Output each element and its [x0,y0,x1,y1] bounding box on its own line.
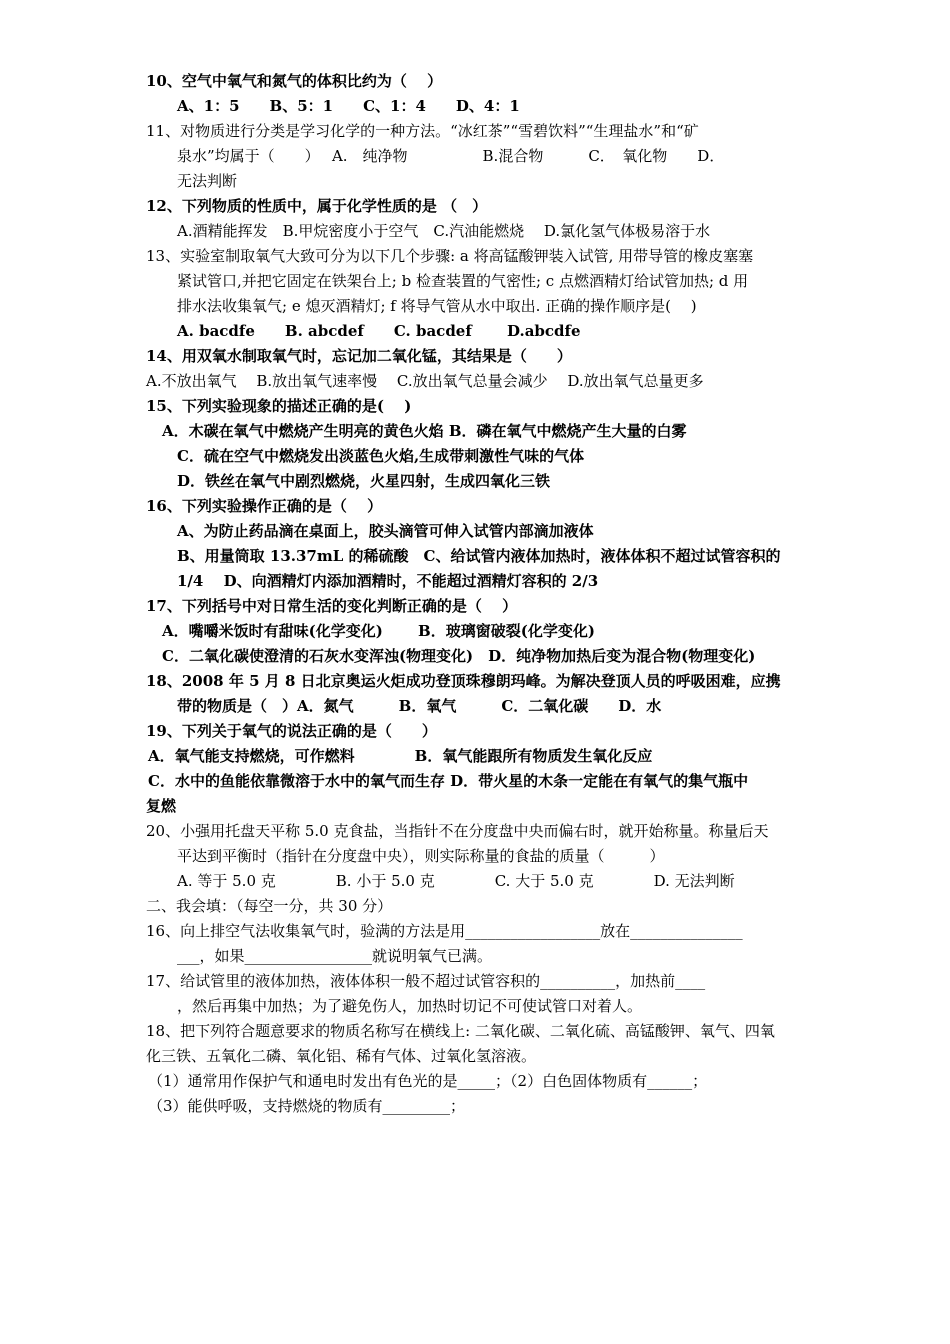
fill-q16: 16、向上排空气法收集氧气时，验满的方法是用__________________放在_______________ [146,922,743,940]
q11-stem-3: 无法判断 [177,172,238,190]
q15-stem: 15、下列实验现象的描述正确的是( ) [146,397,412,415]
fill-q18-cont: 化三铁、五氧化二磷、氧化铝、稀有气体、过氧化氢溶液。 [146,1047,537,1065]
q18-options: 带的物质是（ ）A．氮气 B．氧气 C．二氧化碳 D．水 [177,697,662,715]
q11-stem-2: 泉水”均属于（ ） A. 纯净物 B.混合物 C． 氧化物 D． [177,147,725,165]
fill-q17-cont: ，然后再集中加热；为了避免伤人，加热时切记不可使试管口对着人。 [177,997,643,1015]
q19-option-ab: A．氧气能支持燃烧，可作燃料 B．氧气能跟所有物质发生氧化反应 [148,747,653,765]
q13-stem-3: 排水法收集氧气; e 熄灭酒精灯; f 将导气管从水中取出. 正确的操作顺序是( ) [177,297,697,315]
q20-stem-2: 平达到平衡时（指针在分度盘中央），则实际称量的食盐的质量（ ） [177,847,665,865]
q20-options: A. 等于 5.0 克 B. 小于 5.0 克 C. 大于 5.0 克 D. 无法判断 [177,872,735,890]
fill-q18-part1-2: （1）通常用作保护气和通电时发出有色光的是_____；（2）白色固体物质有______； [148,1072,708,1090]
q10-options: A、1：5 B、5：1 C、1：4 D、4：1 [177,97,520,115]
fill-q16-cont: ___，如果_________________就说明氧气已满。 [177,947,493,965]
q17-stem: 17、下列括号中对日常生活的变化判断正确的是（ ） [146,597,518,615]
fill-q18: 18、把下列符合题意要求的物质名称写在横线上: 二氧化碳、二氧化硫、高锰酸钾、氧气、四氧 [146,1022,775,1040]
q13-stem: 13、实验室制取氧气大致可分为以下几个步骤: a 将高锰酸钾装入试管, 用带导管的橡皮塞塞 [146,247,754,265]
q12-options: A.酒精能挥发 B.甲烷密度小于空气 C.汽油能燃烧 D.氯化氢气体极易溶于水 [177,222,711,240]
q11-stem: 11、对物质进行分类是学习化学的一种方法。“冰红茶”“雪碧饮料”“生理盐水”和“矿 [146,122,699,140]
q14-stem: 14、用双氧水制取氧气时，忘记加二氧化锰，其结果是（ ） [146,347,572,365]
q15-option-ab: A．木碳在氧气中燃烧产生明亮的黄色火焰 B．磷在氧气中燃烧产生大量的白雾 [162,422,687,440]
q17-option-ab: A．嘴嚼米饭时有甜味(化学变化) B．玻璃窗破裂(化学变化) [162,622,595,640]
q19-option-d-cont: 复燃 [146,797,177,815]
q15-option-c: C．硫在空气中燃烧发出淡蓝色火焰,生成带刺激性气味的气体 [177,447,585,465]
q14-options: A.不放出氧气 B.放出氧气速率慢 C.放出氧气总量会减少 D.放出氧气总量更多 [146,372,704,390]
q13-options: A. bacdfe B. abcdef C. bacdef D.abcdfe [177,322,581,340]
q12-stem: 12、下列物质的性质中，属于化学性质的是 （ ） [146,197,488,215]
q15-option-d: D．铁丝在氧气中剧烈燃烧，火星四射，生成四氧化三铁 [177,472,551,490]
section-two-heading: 二、我会填：（每空一分，共 30 分） [146,897,393,915]
q10-stem: 10、空气中氧气和氮气的体积比约为（ ） [146,72,443,90]
q16-stem: 16、下列实验操作正确的是（ ） [146,497,383,515]
q19-stem: 19、下列关于氧气的说法正确的是（ ） [146,722,437,740]
q18-stem: 18、2008 年 5 月 8 日北京奥运火炬成功登顶珠穆朗玛峰。为解决登顶人员的呼吸困难，应携 [146,672,781,690]
q19-option-cd: C．水中的鱼能依靠微溶于水中的氧气而生存 D．带火星的木条一定能在有氧气的集气瓶中 [148,772,749,790]
fill-q18-part3: （3）能供呼吸，支持燃烧的物质有_________； [148,1097,466,1115]
fill-q17: 17、给试管里的液体加热，液体体积一般不超过试管容积的__________，加热前____ [146,972,706,990]
q16-option-d: 1/4 D、向酒精灯内添加酒精时，不能超过酒精灯容积的 2/3 [177,572,599,590]
q17-option-cd: C．二氧化碳使澄清的石灰水变浑浊(物理变化) D．纯净物加热后变为混合物(物理变化) [162,647,756,665]
q16-option-bc: B、用量筒取 13.37mL 的稀硫酸 C、给试管内液体加热时，液体体积不超过试管容积的 [177,547,781,565]
q13-stem-2: 紧试管口,并把它固定在铁架台上; b 检查装置的气密性; c 点燃酒精灯给试管加热; d 用 [177,272,749,290]
q16-option-a: A、为防止药品滴在桌面上，胶头滴管可伸入试管内部滴加液体 [177,522,594,540]
q20-stem: 20、小强用托盘天平称 5.0 克食盐，当指针不在分度盘中央而偏右时，就开始称量。称量后天 [146,822,769,840]
